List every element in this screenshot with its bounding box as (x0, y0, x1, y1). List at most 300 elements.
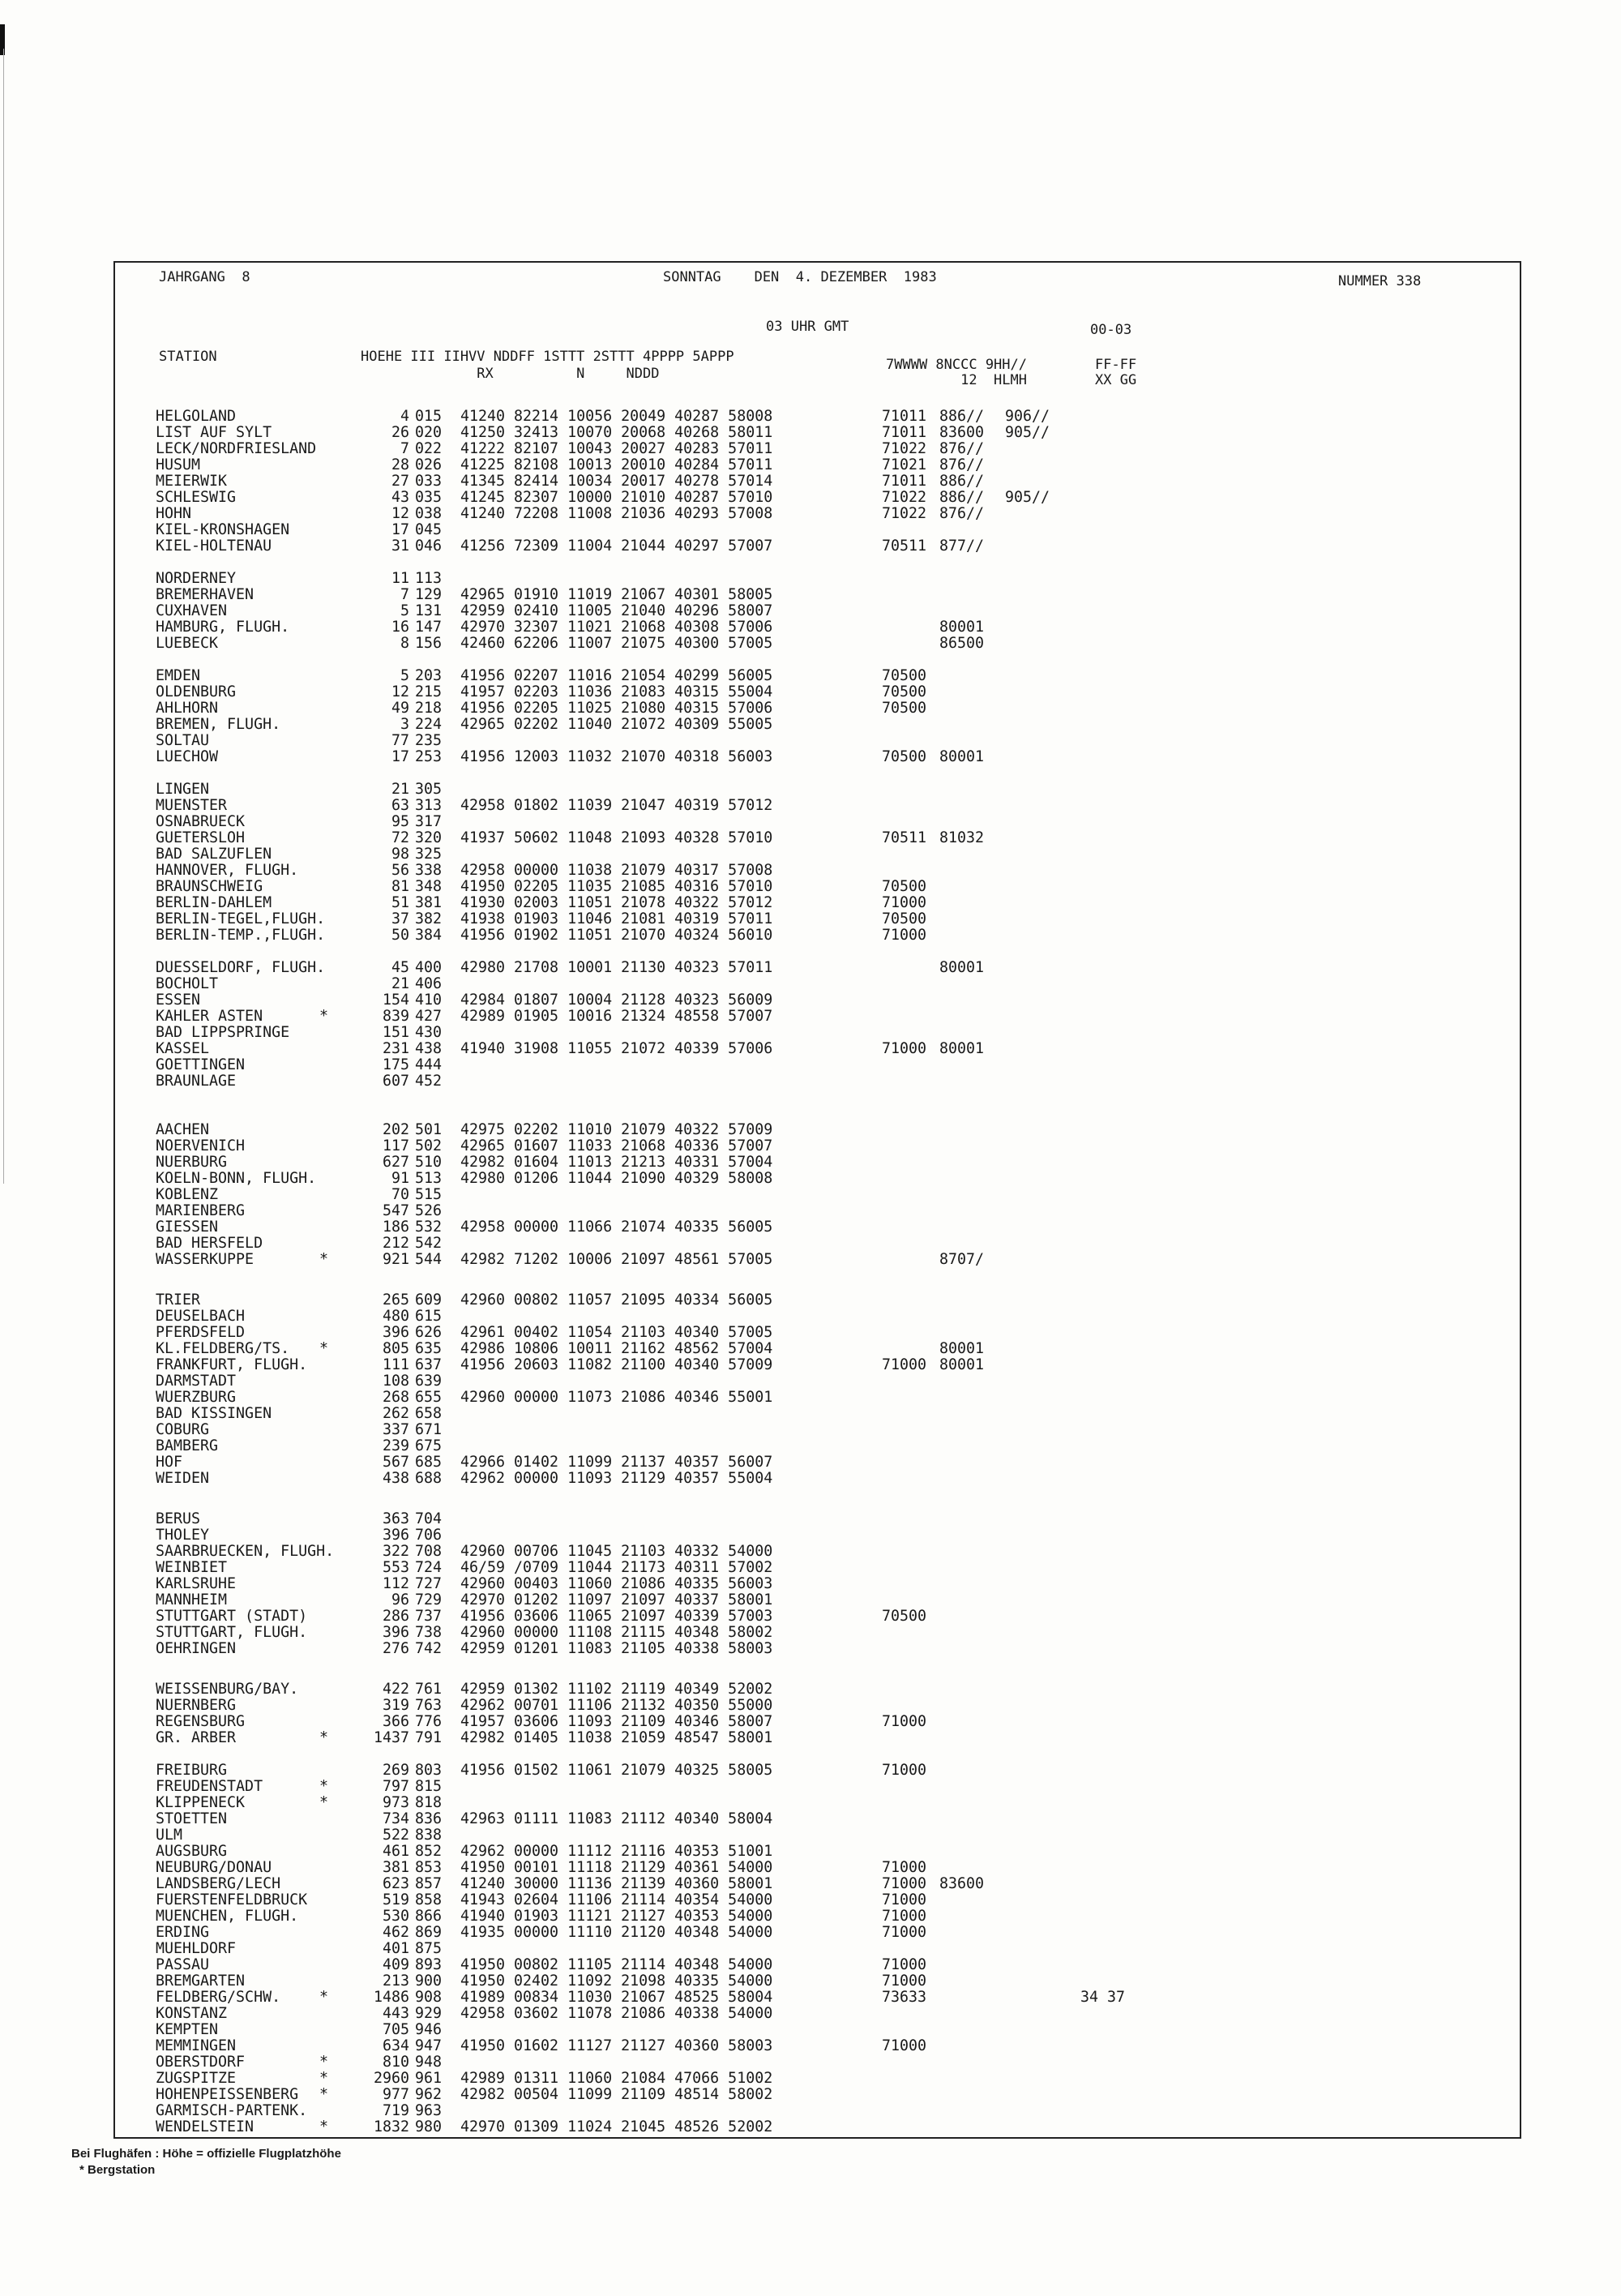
table-row (0, 1122, 1621, 1138)
station-height: 607 (382, 1073, 409, 1090)
station-number: 045 (415, 521, 443, 538)
weather-group: 70500 (882, 667, 927, 684)
station-height: 977 (382, 2086, 409, 2103)
synop-groups: 41940 01903 11121 21127 40353 54000 (460, 1908, 773, 1925)
station-name: OBERSTDORF (156, 2054, 246, 2071)
station-name: BRAUNSCHWEIG (156, 878, 263, 895)
station-name: BRAUNLAGE (156, 1073, 237, 1090)
table-row (0, 1779, 1621, 1795)
synop-groups: 42980 01206 11044 21090 40329 58008 (460, 1170, 773, 1187)
station-name: STUTTGART (STADT) (156, 1608, 308, 1625)
synop-groups: 41950 02402 11092 21098 40335 54000 (460, 1973, 773, 1990)
weather-group: 71022 (882, 489, 927, 506)
table-row (0, 522, 1621, 538)
cloud-group: 86500 (939, 635, 985, 652)
table-row (0, 1908, 1621, 1925)
volume-label: JAHRGANG 8 (159, 269, 250, 285)
weather-group: 71000 (882, 1762, 927, 1779)
station-number: 866 (415, 1908, 443, 1925)
table-row (0, 668, 1621, 684)
cloud-group: 8707/ (939, 1251, 985, 1268)
station-height: 627 (382, 1154, 409, 1171)
station-number: 869 (415, 1924, 443, 1941)
station-height: 553 (382, 1559, 409, 1576)
station-name: BREMGARTEN (156, 1973, 246, 1990)
synop-groups: 42965 01607 11033 21068 40336 57007 (460, 1137, 773, 1154)
synop-groups: 42989 01905 10016 21324 48558 57007 (460, 1008, 773, 1025)
station-number: 542 (415, 1235, 443, 1252)
station-name: BAD LIPPSPRINGE (156, 1024, 290, 1041)
weather-group: 70511 (882, 829, 927, 846)
table-row (0, 1990, 1621, 2006)
station-name: LUECHOW (156, 748, 219, 765)
station-name: NUERBURG (156, 1154, 228, 1171)
station-number: 857 (415, 1875, 443, 1892)
station-name: HELGOLAND (156, 408, 237, 425)
weather-group: 71000 (882, 1040, 927, 1057)
table-row (0, 1236, 1621, 1252)
station-name: NUERNBERG (156, 1697, 237, 1714)
synop-groups: 42960 00000 11108 21115 40348 58002 (460, 1624, 773, 1641)
station-height: 547 (382, 1202, 409, 1219)
cloud-group: 80001 (939, 748, 985, 765)
station-height: 17 (391, 748, 409, 765)
cloud-group: 80001 (939, 1040, 985, 1057)
station-name: BERLIN-TEGEL,FLUGH. (156, 910, 326, 927)
synop-groups: 42970 01309 11024 21045 48526 52002 (460, 2118, 773, 2135)
synop-groups: 42965 01910 11019 21067 40301 58005 (460, 586, 773, 603)
station-name: KAHLER ASTEN (156, 1008, 263, 1025)
station-name: AHLHORN (156, 700, 219, 717)
table-row (0, 1560, 1621, 1576)
table-row (0, 1325, 1621, 1341)
station-name: GUETERSLOH (156, 829, 246, 846)
station-name: FELDBERG/SCHW. (156, 1989, 281, 2006)
weather-group: 70500 (882, 748, 927, 765)
weather-group: 70511 (882, 538, 927, 555)
station-name: KASSEL (156, 1040, 210, 1057)
table-row (0, 1844, 1621, 1860)
station-number: 908 (415, 1989, 443, 2006)
station-name: ESSEN (156, 992, 201, 1009)
cloud-group: 886// (939, 489, 985, 506)
station-number: 348 (415, 878, 443, 895)
height-group: 905// (1005, 489, 1050, 506)
station-number: 513 (415, 1170, 443, 1187)
station-height: 719 (382, 2102, 409, 2119)
station-height: 37 (391, 910, 409, 927)
table-row (0, 2103, 1621, 2119)
station-number: 685 (415, 1454, 443, 1471)
table-row (0, 1876, 1621, 1892)
synop-groups: 41937 50602 11048 21093 40328 57010 (460, 829, 773, 846)
station-name: SOLTAU (156, 732, 210, 749)
station-number: 763 (415, 1697, 443, 1714)
synop-groups: 41950 01602 11127 21127 40360 58003 (460, 2037, 773, 2054)
table-row (0, 1511, 1621, 1527)
station-height: 63 (391, 797, 409, 814)
synop-groups: 41956 02207 11016 21054 40299 56005 (460, 667, 773, 684)
station-number: 218 (415, 700, 443, 717)
cloud-group: 876// (939, 456, 985, 473)
station-name: BERLIN-TEMP.,FLUGH. (156, 927, 326, 944)
station-height: 269 (382, 1762, 409, 1779)
gust-columns-header: FF-FF (1095, 357, 1137, 373)
station-height: 363 (382, 1510, 409, 1527)
station-number: 129 (415, 586, 443, 603)
synop-groups: 42961 00402 11054 21103 40340 57005 (460, 1324, 773, 1341)
weather-group: 71000 (882, 1891, 927, 1908)
station-height: 265 (382, 1292, 409, 1309)
station-height: 797 (382, 1778, 409, 1795)
station-height: 154 (382, 992, 409, 1009)
station-height: 4 (400, 408, 409, 425)
table-row (0, 798, 1621, 814)
table-row (0, 2038, 1621, 2054)
synop-groups: 41935 00000 11110 21120 40348 54000 (460, 1924, 773, 1941)
station-name: BAD SALZUFLEN (156, 846, 272, 863)
station-name: STUTTGART, FLUGH. (156, 1624, 308, 1641)
table-row (0, 814, 1621, 830)
synop-groups: 41957 03606 11093 21109 40346 58007 (460, 1713, 773, 1730)
station-name: DUESSELDORF, FLUGH. (156, 959, 326, 976)
weather-group: 71000 (882, 927, 927, 944)
synop-groups: 41938 01903 11046 21081 40319 57011 (460, 910, 773, 927)
station-height: 396 (382, 1624, 409, 1641)
table-row (0, 2087, 1621, 2103)
weather-group: 71011 (882, 424, 927, 441)
weather-group: 71000 (882, 1956, 927, 1973)
cloud-group: 886// (939, 473, 985, 490)
weather-group: 71000 (882, 1908, 927, 1925)
station-height: 8 (400, 635, 409, 652)
synop-groups: 42966 01402 11099 21137 40357 56007 (460, 1454, 773, 1471)
station-height: 839 (382, 1008, 409, 1025)
table-row (0, 1714, 1621, 1730)
station-height: 28 (391, 456, 409, 473)
station-height: 239 (382, 1437, 409, 1454)
table-row (0, 1454, 1621, 1471)
station-height: 49 (391, 700, 409, 717)
station-number: 325 (415, 846, 443, 863)
station-name: OEHRINGEN (156, 1640, 237, 1657)
synop-groups: 41956 03606 11065 21097 40339 57003 (460, 1608, 773, 1625)
weather-group: 70500 (882, 910, 927, 927)
station-name: BOCHOLT (156, 975, 219, 992)
weather-group: 71000 (882, 1356, 927, 1373)
station-number: 615 (415, 1308, 443, 1325)
synop-groups: 42970 01202 11097 21097 40337 58001 (460, 1591, 773, 1608)
station-name: LUEBECK (156, 635, 219, 652)
table-row (0, 1309, 1621, 1325)
station-name: BAD HERSFELD (156, 1235, 263, 1252)
station-height: 422 (382, 1681, 409, 1698)
station-number: 113 (415, 570, 443, 587)
height-group: 905// (1005, 424, 1050, 441)
table-row (0, 1025, 1621, 1041)
table-row (0, 1203, 1621, 1219)
station-height: 21 (391, 975, 409, 992)
station-number: 320 (415, 829, 443, 846)
station-number: 836 (415, 1810, 443, 1827)
station-number: 729 (415, 1591, 443, 1608)
station-name: MEMMINGEN (156, 2037, 237, 2054)
station-height: 322 (382, 1543, 409, 1560)
table-row (0, 895, 1621, 911)
table-row (0, 2071, 1621, 2087)
station-name: GOETTINGEN (156, 1056, 246, 1073)
table-row (0, 587, 1621, 603)
table-row (0, 1763, 1621, 1779)
table-row (0, 1698, 1621, 1714)
station-name: KOBLENZ (156, 1186, 219, 1203)
synop-groups: 42962 00000 11112 21116 40353 51001 (460, 1843, 773, 1860)
station-name: BERLIN-DAHLEM (156, 894, 272, 911)
station-name: FREUDENSTADT (156, 1778, 263, 1795)
table-row (0, 2006, 1621, 2022)
station-height: 81 (391, 878, 409, 895)
station-name: LINGEN (156, 781, 210, 798)
table-row (0, 1073, 1621, 1090)
table-row (0, 1625, 1621, 1641)
mountain-marker: * (319, 1008, 329, 1025)
weather-group: 71000 (882, 1924, 927, 1941)
station-number: 803 (415, 1762, 443, 1779)
station-number: 338 (415, 862, 443, 879)
station-number: 948 (415, 2054, 443, 2071)
synop-groups: 42982 01405 11038 21059 48547 58001 (460, 1729, 773, 1746)
synop-groups: 42962 00701 11106 21132 40350 55000 (460, 1697, 773, 1714)
table-row (0, 1471, 1621, 1487)
synop-groups: 41956 01502 11061 21079 40325 58005 (460, 1762, 773, 1779)
station-name: ERDING (156, 1924, 210, 1941)
station-number: 963 (415, 2102, 443, 2119)
issue-number: NUMMER 338 (1338, 273, 1422, 289)
station-number: 658 (415, 1405, 443, 1422)
synop-groups: 42982 71202 10006 21097 48561 57005 (460, 1251, 773, 1268)
table-row (0, 992, 1621, 1009)
station-height: 12 (391, 683, 409, 700)
table-row (0, 830, 1621, 846)
synop-groups: 42958 01802 11039 21047 40319 57012 (460, 797, 773, 814)
table-row (0, 1827, 1621, 1844)
scan-edge-mark (0, 24, 5, 55)
station-name: GARMISCH-PARTENK. (156, 2102, 308, 2119)
station-number: 893 (415, 1956, 443, 1973)
synop-groups: 42960 00802 11057 21095 40334 56005 (460, 1292, 773, 1309)
station-number: 675 (415, 1437, 443, 1454)
table-row (0, 1730, 1621, 1746)
station-number: 253 (415, 748, 443, 765)
station-name: MUENCHEN, FLUGH. (156, 1908, 299, 1925)
station-height: 77 (391, 732, 409, 749)
station-number: 033 (415, 473, 443, 490)
station-name: WEIDEN (156, 1470, 210, 1487)
cloud-group: 80001 (939, 959, 985, 976)
synop-groups: 42960 00000 11073 21086 40346 55001 (460, 1389, 773, 1406)
table-row (0, 700, 1621, 717)
table-row (0, 1527, 1621, 1544)
station-number: 544 (415, 1251, 443, 1268)
table-row (0, 1860, 1621, 1876)
station-name: WEISSENBURG/BAY. (156, 1681, 299, 1698)
table-row (0, 1422, 1621, 1438)
weather-group: 71000 (882, 894, 927, 911)
station-number: 961 (415, 2070, 443, 2087)
synop-groups: 41943 02604 11106 21114 40354 54000 (460, 1891, 773, 1908)
station-number: 776 (415, 1713, 443, 1730)
synop-groups: 41950 00101 11118 21129 40361 54000 (460, 1859, 773, 1876)
table-row (0, 960, 1621, 976)
synop-groups: 42980 21708 10001 21130 40323 57011 (460, 959, 773, 976)
station-number: 406 (415, 975, 443, 992)
station-height: 117 (382, 1137, 409, 1154)
gust-period: 00-03 (1090, 322, 1132, 338)
station-height: 202 (382, 1121, 409, 1138)
station-name: MUEHLDORF (156, 1940, 237, 1957)
table-row (0, 1292, 1621, 1309)
station-name: GR. ARBER (156, 1729, 237, 1746)
station-name: KLIPPENECK (156, 1794, 246, 1811)
station-height: 70 (391, 1186, 409, 1203)
synop-groups: 42975 02202 11010 21079 40322 57009 (460, 1121, 773, 1138)
cloud-group: 886// (939, 408, 985, 425)
table-row (0, 1681, 1621, 1698)
station-height: 480 (382, 1308, 409, 1325)
synop-groups: 42970 32307 11021 21068 40308 57006 (460, 619, 773, 636)
station-height: 111 (382, 1356, 409, 1373)
table-row (0, 425, 1621, 441)
station-name: WASSERKUPPE (156, 1251, 254, 1268)
mountain-marker: * (319, 2054, 329, 2071)
station-name: HOHN (156, 505, 192, 522)
station-name: HAMBURG, FLUGH. (156, 619, 290, 636)
station-height: 634 (382, 2037, 409, 2054)
station-name: LIST AUF SYLT (156, 424, 272, 441)
station-name: KL.FELDBERG/TS. (156, 1340, 290, 1357)
table-row (0, 1892, 1621, 1908)
table-row (0, 1795, 1621, 1811)
station-height: 396 (382, 1324, 409, 1341)
station-height: 72 (391, 829, 409, 846)
station-name: SAARBRUECKEN, FLUGH. (156, 1543, 335, 1560)
mountain-marker: * (319, 1729, 329, 1746)
synop-groups: 41956 12003 11032 21070 40318 56003 (460, 748, 773, 765)
synop-groups: 41950 00802 11105 21114 40348 54000 (460, 1956, 773, 1973)
station-number: 900 (415, 1973, 443, 1990)
synop-groups: 41956 02205 11025 21080 40315 57006 (460, 700, 773, 717)
station-height: 810 (382, 2054, 409, 2071)
table-row (0, 879, 1621, 895)
weather-group: 71022 (882, 505, 927, 522)
station-height: 5 (400, 602, 409, 619)
synop-groups: 41256 72309 11004 21044 40297 57007 (460, 538, 773, 555)
station-number: 838 (415, 1827, 443, 1844)
station-height: 7 (400, 586, 409, 603)
station-number: 853 (415, 1859, 443, 1876)
station-number: 947 (415, 2037, 443, 2054)
table-row (0, 636, 1621, 652)
synop-groups: 41940 31908 11055 21072 40339 57006 (460, 1040, 773, 1057)
station-name: PASSAU (156, 1956, 210, 1973)
height-group: 906// (1005, 408, 1050, 425)
station-name: HOHENPEISSENBERG (156, 2086, 299, 2103)
station-name: KIEL-HOLTENAU (156, 538, 272, 555)
mountain-marker: * (319, 2086, 329, 2103)
mountain-marker: * (319, 1778, 329, 1795)
weather-group: 71021 (882, 456, 927, 473)
station-number: 026 (415, 456, 443, 473)
table-row (0, 717, 1621, 733)
station-number: 235 (415, 732, 443, 749)
synop-groups: 42962 00000 11093 21129 40357 55004 (460, 1470, 773, 1487)
station-name: EMDEN (156, 667, 201, 684)
table-row (0, 976, 1621, 992)
station-height: 268 (382, 1389, 409, 1406)
weather-group: 71011 (882, 473, 927, 490)
table-row (0, 1373, 1621, 1390)
synop-groups: 41240 30000 11136 21139 40360 58001 (460, 1875, 773, 1892)
gust-columns-subheader: XX GG (1095, 372, 1137, 388)
synop-groups: 42982 01604 11013 21213 40331 57004 (460, 1154, 773, 1171)
station-number: 035 (415, 489, 443, 506)
station-name: WEINBIET (156, 1559, 228, 1576)
station-height: 26 (391, 424, 409, 441)
station-name: BAD KISSINGEN (156, 1405, 272, 1422)
station-number: 875 (415, 1940, 443, 1957)
station-name: KEMPTEN (156, 2021, 219, 2038)
code-columns-subheader: RX N NDDD (361, 366, 660, 382)
table-row (0, 1544, 1621, 1560)
date-label: SONNTAG DEN 4. DEZEMBER 1983 (663, 269, 937, 285)
station-number: 708 (415, 1543, 443, 1560)
weather-group: 70500 (882, 700, 927, 717)
table-row (0, 1406, 1621, 1422)
station-height: 522 (382, 1827, 409, 1844)
table-row (0, 409, 1621, 425)
table-row (0, 1608, 1621, 1625)
station-height: 409 (382, 1956, 409, 1973)
table-row (0, 1957, 1621, 1973)
station-number: 444 (415, 1056, 443, 1073)
station-number: 671 (415, 1421, 443, 1438)
station-height: 337 (382, 1421, 409, 1438)
weather-group: 70500 (882, 878, 927, 895)
synop-groups: 42984 01807 10004 21128 40323 56009 (460, 992, 773, 1009)
station-name: THOLEY (156, 1527, 210, 1544)
table-row (0, 1171, 1621, 1187)
table-row (0, 1041, 1621, 1057)
synop-groups: 42959 01302 11102 21119 40349 52002 (460, 1681, 773, 1698)
footnote-airports: Bei Flughäfen : Höhe = offizielle Flugplatzhöhe (71, 2147, 341, 2161)
station-name: MUENSTER (156, 797, 228, 814)
table-row (0, 1341, 1621, 1357)
station-height: 43 (391, 489, 409, 506)
mountain-marker: * (319, 2118, 329, 2135)
weather-group: 71000 (882, 1973, 927, 1990)
station-number: 410 (415, 992, 443, 1009)
group-columns-subheader: 12 HLMH (886, 372, 1027, 388)
station-height: 2960 (373, 2070, 409, 2087)
table-row (0, 1973, 1621, 1990)
station-height: 175 (382, 1056, 409, 1073)
station-name: DEUSELBACH (156, 1308, 246, 1325)
station-name: STOETTEN (156, 1810, 228, 1827)
station-number: 400 (415, 959, 443, 976)
station-name: NOERVENICH (156, 1137, 246, 1154)
synop-groups: 42963 01111 11083 21112 40340 58004 (460, 1810, 773, 1827)
station-height: 443 (382, 2005, 409, 2022)
